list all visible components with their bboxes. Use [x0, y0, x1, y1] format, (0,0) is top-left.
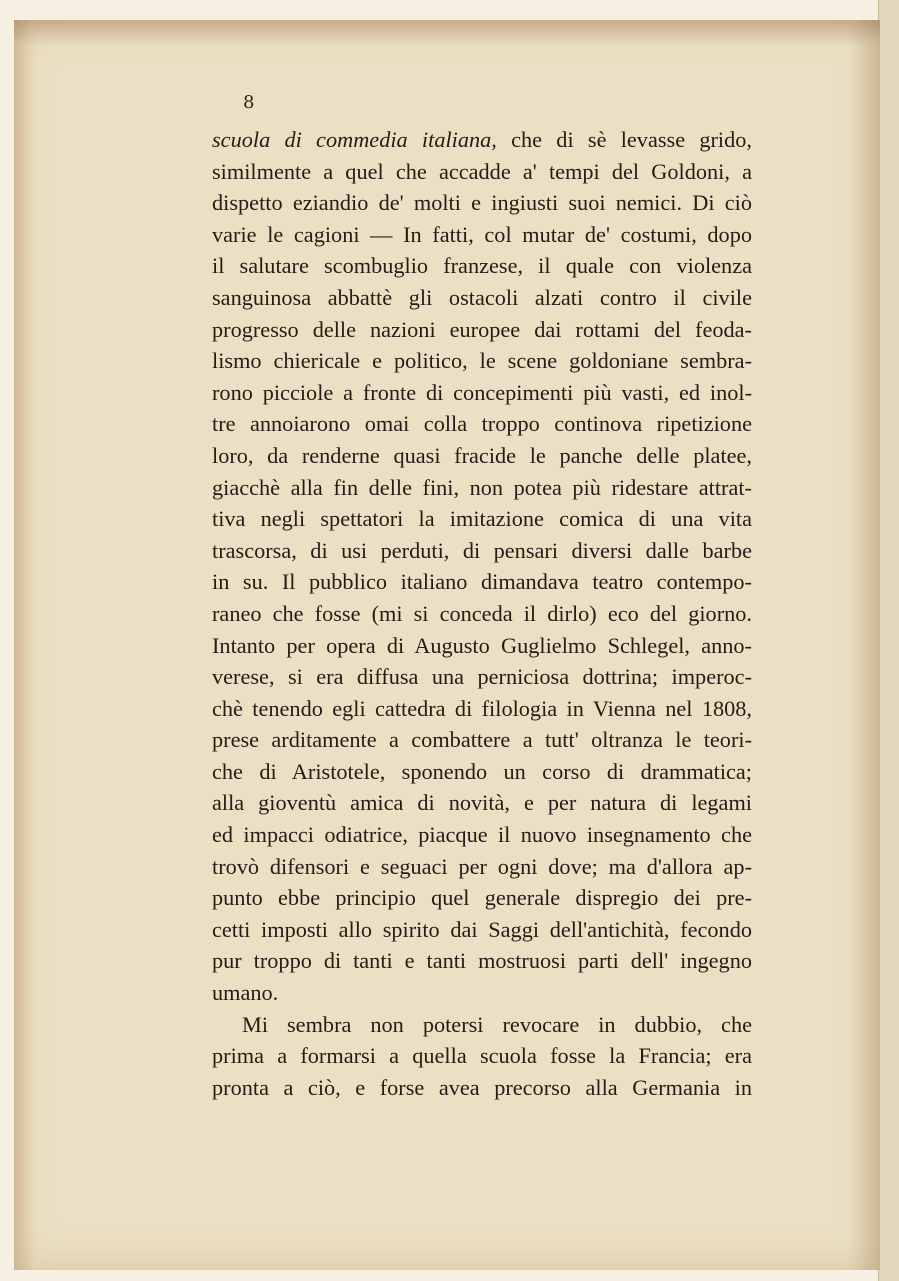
text-line: sanguinosa abbattè gli ostacoli alzati contro il civile [212, 284, 752, 310]
text-line: Mi sembra non potersi revocare in dubbio, che [242, 1011, 752, 1037]
text-line: loro, da renderne quasi fracide le panche delle platee, [212, 442, 752, 468]
text-line: lismo chiericale e politico, le scene goldoniane sembra- [212, 348, 752, 374]
text-line: prese arditamente a combattere a tutt' oltranza le teori- [212, 727, 752, 753]
text-line: in su. Il pubblico italiano dimandava teatro contempo- [212, 569, 752, 595]
text-line: verese, si era diffusa una perniciosa dottrina; imperoc- [212, 664, 752, 690]
text-line: il salutare scombuglio franzese, il quale con violenza [212, 253, 752, 279]
text-line: trascorsa, di usi perduti, di pensari diversi dalle barbe [212, 537, 752, 563]
text-line: Intanto per opera di Augusto Guglielmo Schlegel, anno- [212, 632, 752, 658]
text-line: pronta a ciò, e forse avea precorso alla Germania in [212, 1074, 752, 1100]
italic-phrase: scuola di commedia italiana, [212, 127, 497, 152]
text-line: che di Aristotele, sponendo un corso di drammatica; [212, 758, 752, 784]
paper-stain-top [14, 20, 880, 46]
text-line: tre annoiarono omai colla troppo continova ripetizione [212, 411, 752, 437]
text-line: raneo che fosse (mi si conceda il dirlo) eco del giorno. [212, 600, 752, 626]
text-line: alla gioventù amica di novità, e per natura di legami [212, 790, 752, 816]
body-text [212, 124, 752, 1103]
text-line: varie le cagioni — In fatti, col mutar de' costumi, dopo [212, 221, 752, 247]
text-line: dispetto eziandio de' molti e ingiusti suoi nemici. Di ciò [212, 190, 752, 216]
text-line: pur troppo di tanti e tanti mostruosi parti dell' ingegno [212, 948, 752, 974]
text-line: similmente a quel che accadde a' tempi del Goldoni, a [212, 158, 752, 184]
text-line: chè tenendo egli cattedra di filologia in Vienna nel 1808, [212, 695, 752, 721]
text-line: rono picciole a fronte di concepimenti più vasti, ed inol- [212, 379, 752, 405]
text-line: progresso delle nazioni europee dai rottami del feoda- [212, 316, 752, 342]
paper-stain-right [848, 20, 880, 1270]
page-number: 8 [243, 92, 255, 113]
text-line: punto ebbe principio quel generale dispregio dei pre- [212, 885, 752, 911]
text-line: umano. [212, 980, 279, 1006]
next-sheet-edge [878, 0, 899, 1281]
paper-stain-left [14, 20, 34, 1270]
text-line: cetti imposti allo spirito dai Saggi dell'antichità, fecondo [212, 916, 752, 942]
text-line: trovò difensori e seguaci per ogni dove; ma d'allora ap- [212, 853, 752, 879]
text-line: prima a formarsi a quella scuola fosse la Francia; era [212, 1043, 752, 1069]
text-line [212, 124, 752, 156]
text-line: ed impacci odiatrice, piacque il nuovo insegnamento che [212, 822, 752, 848]
text-line: tiva negli spettatori la imitazione comica di una vita [212, 506, 752, 532]
text-line: giacchè alla fin delle fini, non potea più ridestare attrat- [212, 474, 752, 500]
line-text: che di sè levasse grido, [496, 127, 752, 152]
